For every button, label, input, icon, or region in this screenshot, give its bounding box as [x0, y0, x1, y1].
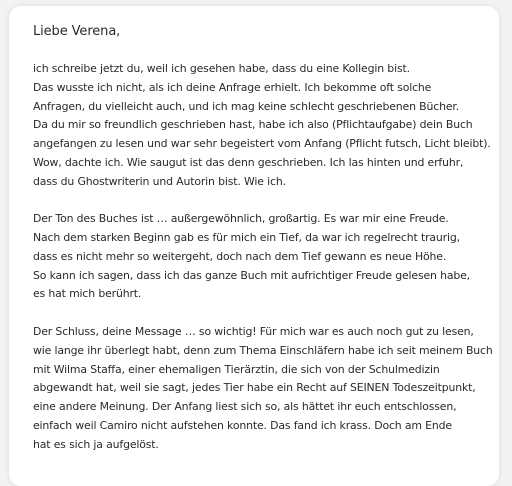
text-line: Der Ton des Buches ist … außergewöhnlich, großartig. Es war mir eine Freude.: [33, 212, 449, 226]
text-line: Der Schluss, deine Message … so wichtig! Für mich war es auch noch gut zu lesen,: [33, 325, 474, 338]
text-line: dass du Ghostwriterin und Autorin bist. Wie ich.: [33, 174, 286, 188]
text-line: abgewandt hat, weil sie sagt, jedes Tier habe ein Recht auf SEINEN Todeszeitpunkt,: [33, 381, 476, 395]
text-line: mit Wilma Staffa, einer ehemaligen Tierärztin, die sich von der Schulmedizin: [33, 362, 440, 376]
text-line: wie lange ihr überlegt habt, denn zum Thema Einschläfern habe ich seit meinem Buch: [33, 343, 493, 357]
text-line: hat es sich ja aufgelöst.: [33, 437, 159, 451]
paragraph-2: [33, 210, 499, 304]
text-line: ich schreibe jetzt du, weil ich gesehen habe, dass du eine Kollegin bist.: [33, 62, 410, 75]
text-line: So kann ich sagen, dass ich das ganze Buch mit aufrichtiger Freude gelesen habe,: [33, 268, 470, 282]
text-line: Wow, dachte ich. Wie saugut ist das denn geschrieben. Ich las hinten und erfuhr,: [33, 155, 464, 169]
text-line: Anfragen, du vielleicht auch, und ich mag keine schlecht geschriebenen Bücher.: [33, 99, 460, 113]
text-line: Da du mir so freundlich geschrieben hast, habe ich also (Pflichtaufgabe) dein Buch: [33, 118, 473, 132]
letter-greeting: Liebe Verena,: [33, 24, 121, 39]
paragraph-1: [33, 60, 499, 191]
text-line: es hat mich berührt.: [33, 287, 142, 301]
letter-page: [9, 6, 499, 486]
text-line: eine andere Meinung. Der Anfang liest sich so, als hättet ihr euch entschlossen,: [33, 400, 457, 413]
text-line: einfach weil Camiro nicht aufstehen konnte. Das fand ich krass. Doch am Ende: [33, 418, 452, 432]
text-line: Nach dem starken Beginn gab es für mich ein Tief, da war ich regelrecht traurig,: [33, 231, 460, 244]
text-line: angefangen zu lesen und war sehr begeistert vom Anfang (Pflicht futsch, Licht bleibt).: [33, 137, 491, 150]
paragraph-3: [33, 323, 499, 454]
text-line: dass es nicht mehr so weitergeht, doch nach dem Tief gewann es neue Höhe.: [33, 249, 447, 263]
text-line: Das wusste ich nicht, als ich deine Anfrage erhielt. Ich bekomme oft solche: [33, 80, 432, 94]
